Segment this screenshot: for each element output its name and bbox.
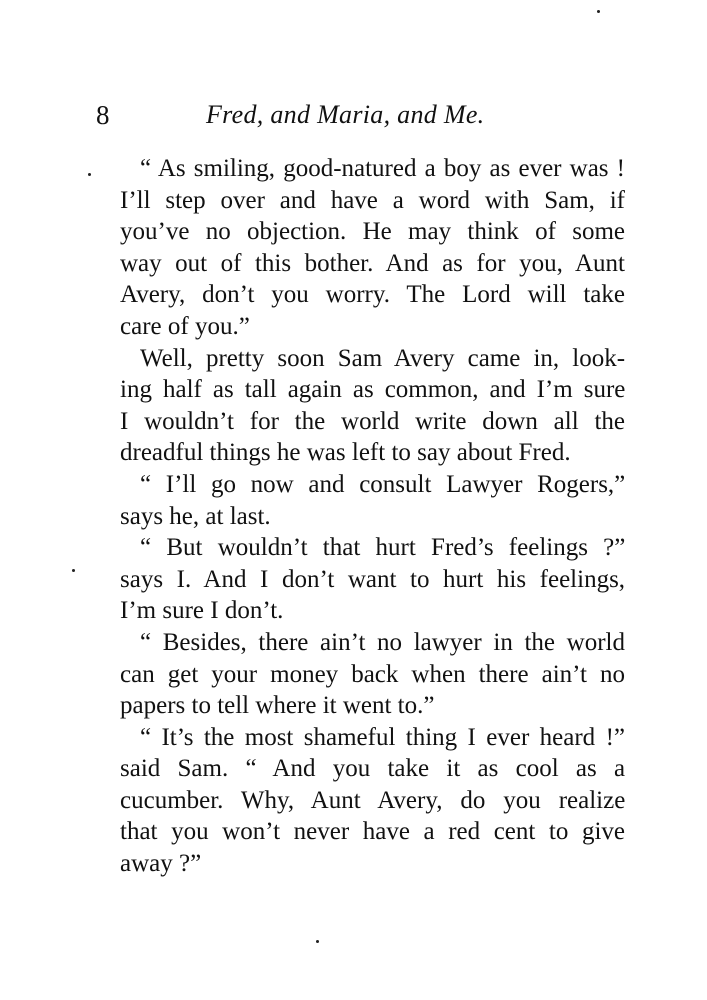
paragraph	[100, 469, 625, 532]
paragraph	[100, 532, 625, 627]
text-line: way out of this bother. And as for you, Aunt	[120, 249, 625, 277]
text-line: Avery, don’t you worry. The Lord will take	[120, 281, 625, 309]
print-speck	[316, 940, 319, 943]
page-number: 8	[96, 100, 110, 130]
paragraph	[100, 627, 625, 722]
text-line: you’ve no objection. He may think of some	[120, 218, 625, 246]
text-line: “ I’ll go now and consult Lawyer Rogers,”	[140, 470, 626, 498]
paragraph	[100, 153, 625, 343]
text-line: dreadful things he was left to say about Fred.	[120, 439, 571, 467]
text-line: says he, at last.	[120, 502, 271, 530]
text-line: papers to tell where it went to.”	[120, 692, 435, 720]
text-line: Well, pretty soon Sam Avery came in, look-	[140, 344, 626, 372]
text-line: says I. And I don’t want to hurt his feelings,	[120, 565, 626, 593]
text-line: away ?”	[120, 850, 202, 878]
text-line: I’ll step over and have a word with Sam, if	[120, 186, 625, 214]
text-line: “ It’s the most shameful thing I ever heard !”	[140, 723, 625, 751]
text-line: that you won’t never have a red cent to give	[120, 818, 625, 846]
paragraph	[100, 343, 625, 469]
text-line: ing half as tall again as common, and I’m sure	[120, 376, 626, 404]
text-line: care of you.”	[120, 312, 250, 340]
text-line: “ As smiling, good-natured a boy as ever was !	[140, 155, 625, 182]
running-head	[96, 100, 626, 134]
text-line: said Sam. “ And you take it as cool as a	[120, 755, 626, 783]
paragraph	[100, 722, 625, 880]
text-line: “ Besides, there ain’t no lawyer in the world	[140, 628, 625, 656]
body-text	[100, 153, 625, 880]
text-line: I wouldn’t for the world write down all the	[120, 407, 625, 435]
print-speck	[88, 173, 91, 176]
text-line: I’m sure I don’t.	[120, 597, 284, 625]
text-line: can get your money back when there ain’t no	[120, 660, 625, 688]
text-line: “ But wouldn’t that hurt Fred’s feelings ?”	[140, 534, 626, 562]
running-title: Fred, and Maria, and Me.	[206, 100, 485, 129]
print-speck	[72, 569, 75, 572]
text-line: cucumber. Why, Aunt Avery, do you realize	[120, 786, 626, 814]
print-speck	[597, 10, 600, 13]
